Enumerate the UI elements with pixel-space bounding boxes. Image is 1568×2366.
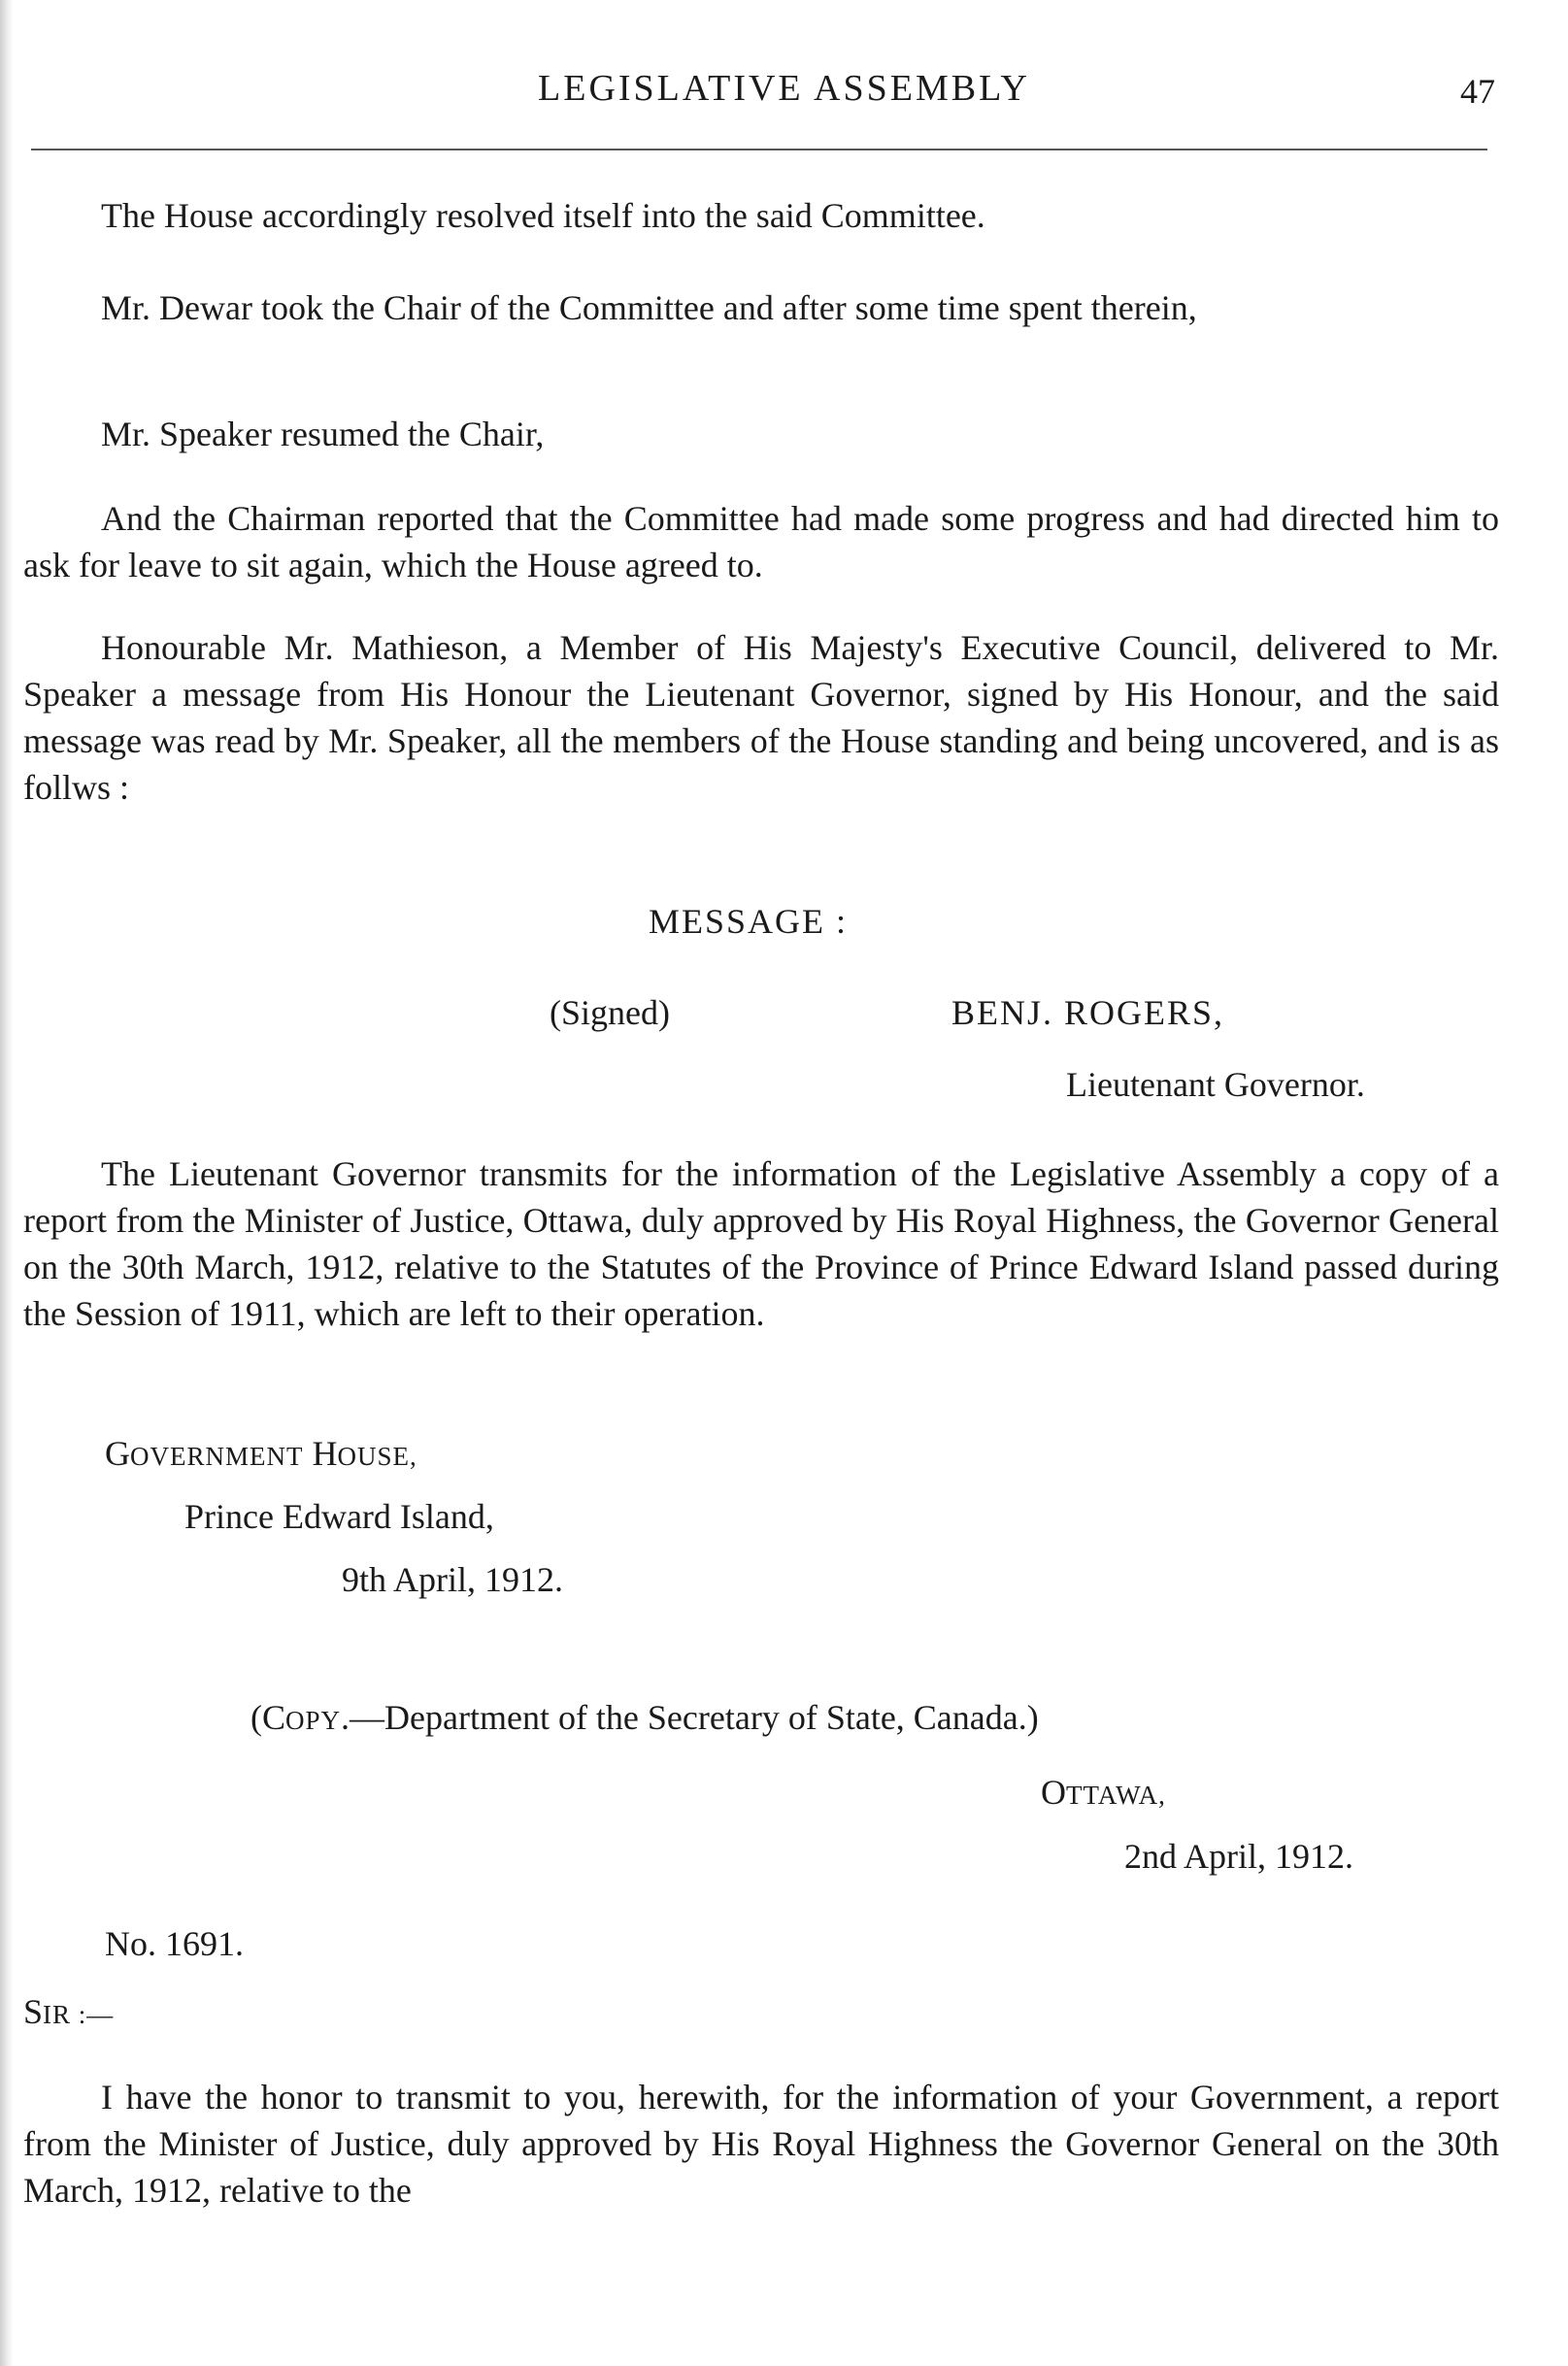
running-header: LEGISLATIVE ASSEMBLY bbox=[538, 68, 1030, 109]
address-province: Prince Edward Island, bbox=[184, 1497, 494, 1536]
page-number: 47 bbox=[1460, 72, 1495, 111]
paragraph-chairman-report: And the Chairman reported that the Committee had made some progress and had directed him to ask for leave to sit again, which the House agreed to. bbox=[23, 499, 1499, 584]
letter-salutation: SIR :— bbox=[23, 1992, 115, 2031]
copy-heading: (COPY.—Department of the Secretary of State, Canada.) bbox=[250, 1698, 1039, 1737]
header-rule bbox=[31, 149, 1487, 150]
signed-label: (Signed) bbox=[550, 993, 670, 1032]
address-date: 9th April, 1912. bbox=[342, 1560, 564, 1599]
paragraph-dewar: Mr. Dewar took the Chair of the Committee and after some time spent therein, bbox=[101, 288, 1197, 327]
copy-place: OTTAWA, bbox=[1041, 1773, 1166, 1812]
copy-date: 2nd April, 1912. bbox=[1124, 1837, 1354, 1876]
paragraph-speaker: Mr. Speaker resumed the Chair, bbox=[101, 415, 545, 453]
signatory-name: BENJ. ROGERS, bbox=[951, 993, 1225, 1032]
paragraph-mathieson: Honourable Mr. Mathieson, a Member of His Majesty's Executive Council, delivered to Mr. Speaker a message from His Honour the Lieutenant Governor, signed by His Honour, and the said message was read by Mr. Speaker, all the members of the House standing and being uncovered, and is as follws : bbox=[23, 628, 1499, 807]
message-body: The Lieutenant Governor transmits for the information of the Legislative Assembly a copy of a report from the Minister of Justice, Ottawa, duly approved by His Royal Highness, the Governor General on the 30th March, 1912, relative to the Statutes of the Province of Prince Edward Island passed during the Session of 1911, which are left to their operation. bbox=[23, 1154, 1499, 1333]
page-edge-shadow bbox=[0, 0, 14, 2366]
letter-body: I have the honor to transmit to you, herewith, for the information of your Government, a report from the Minister of Justice, duly approved by His Royal Highness the Governor General on the 30th March, 1912, relative to the bbox=[23, 2078, 1499, 2210]
letter-number: No. 1691. bbox=[105, 1924, 244, 1963]
signatory-title: Lieutenant Governor. bbox=[1066, 1065, 1365, 1104]
paragraph-committee: The House accordingly resolved itself into the said Committee. bbox=[101, 196, 985, 235]
message-heading: MESSAGE : bbox=[649, 902, 849, 941]
address-government-house: GOVERNMENT HOUSE, bbox=[105, 1434, 417, 1473]
